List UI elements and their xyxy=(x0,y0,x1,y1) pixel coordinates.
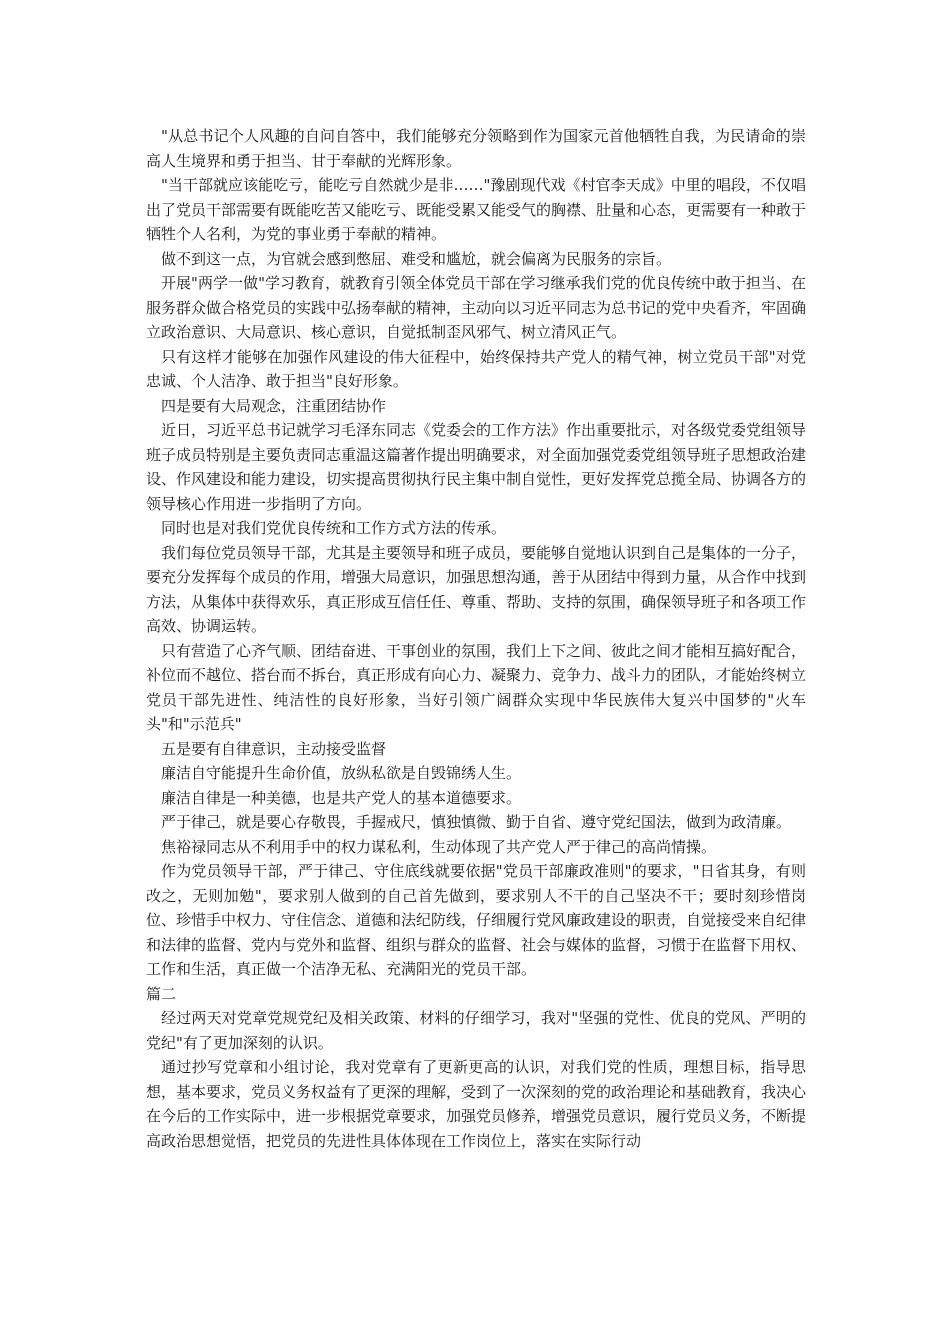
paragraph: 作为党员领导干部，严于律己、守住底线就要依据"党员干部廉政准则"的要求，"日省其身，有则改之，无则加勉"，要求别人做到的自己首先做到，要求别人不干的自己坚决不干；要时刻珍惜岗位、珍惜手中权力、守住信念、道德和法纪防线，仔细履行党风廉政建设的职责，自觉接受来自纪律和法律的监督、党内与党外和监督、组织与群众的监督、社会与媒体的监督，习惯于在监督下用权、工作和生活，真正做一个洁净无私、充满阳光的党员干部。 xyxy=(146,862,807,978)
paragraph: 我们每位党员领导干部，尤其是主要领导和班子成员，要能够自觉地认识到自己是集体的一分子，要充分发挥每个成员的作用，增强大局意识，加强思想沟通，善于从团结中得到力量，从合作中找到方法，从集体中获得欢乐，真正形成互信任任、尊重、帮助、支持的氛围，确保领导班子和各项工作高效、协调运转。 xyxy=(146,543,807,635)
paragraph: 同时也是对我们党优良传统和工作方式方法的传承。 xyxy=(161,519,507,537)
paragraph: 只有这样才能够在加强作风建设的伟大征程中，始终保持共产党人的精气神，树立党员干部"对党忠诚、个人洁净、敢于担当"良好形象。 xyxy=(146,347,806,390)
paragraph: 经过两天对党章党规党纪及相关政策、材料的仔细学习，我对"坚强的党性、优良的党风、严明的党纪"有了更加深刻的认识。 xyxy=(146,1009,806,1052)
paragraph: 严于律己，就是要心存敬畏，手握戒尺，慎独慎微、勤于自省、遵守党纪国法，做到为政清廉。 xyxy=(161,813,792,831)
paragraph: 廉洁自律是一种美德，也是共产党人的基本道德要求。 xyxy=(161,788,522,807)
paragraph: 焦裕禄同志从不利用手中的权力谋私利，生动体现了共产党人严于律己的高尚情操。 xyxy=(161,837,717,856)
subheading-five: 五是要有自律意识，主动接受监督 xyxy=(161,739,387,758)
subheading-four: 四是要有大局观念，注重团结协作 xyxy=(161,396,387,415)
paragraph: 只有营造了心齐气顺、团结奋进、干事创业的氛围，我们上下之间、彼此之间才能相互搞好配合，补位而不越位、搭台而不拆台，真正形成有向心力、凝聚力、竞争力、战斗力的团队，才能始终树立党员干部先进性、纯洁性的良好形象，当好引领广阔群众实现中华民族伟大复兴中国梦的"火车头"和"示范兵" xyxy=(146,641,807,733)
paragraph: 开展"两学一做"学习教育，就教育引领全体党员干部在学习继承我们党的优良传统中敢于担当、在服务群众做合格党员的实践中弘扬奉献的精神，主动向以习近平同志为总书记的党中央看齐，牢固确立政治意识、大局意识、核心意识，自觉抵制歪风邪气、树立清风正气。 xyxy=(146,274,807,341)
paragraph: 近日，习近平总书记就学习毛泽东同志《党委会的工作方法》作出重要批示，对各级党委党组领导班子成员特别是主要负责同志重温这篇著作提出明确要求，对全面加强党委党组领导班子思想政治建设、作风建设和能力建设，切实提高贯彻执行民主集中制自觉性，更好发挥党总揽全局、协调各方的领导核心作用进一步指明了方向。 xyxy=(146,421,807,513)
paragraph: "从总书记个人风趣的自问自答中，我们能够充分领略到作为国家元首他牺牲自我，为民请命的崇高人生境界和勇于担当、甘于奉献的光辉形象。 xyxy=(146,127,806,170)
paragraph: 通过抄写党章和小组讨论，我对党章有了更新更高的认识，对我们党的性质，理想目标，指导思想，基本要求，党员义务权益有了更深的理解，受到了一次深刻的党的政治理论和基础教育，我决心在今后的工作实际中，进一步根据党章要求，加强党员修养，增强党员意识，履行党员义务，不断提高政治思想觉悟，把党员的先进性具体体现在工作岗位上，落实在实际行动 xyxy=(146,1058,807,1150)
paragraph: 做不到这一点，为官就会感到憋屈、难受和尴尬，就会偏离为民服务的宗旨。 xyxy=(161,249,672,268)
paragraph: 廉洁自守能提升生命价值，放纵私欲是自毁锦绣人生。 xyxy=(161,764,522,782)
paragraph: "当干部就应该能吃亏，能吃亏自然就少是非……"豫剧现代戏《村官李天成》中里的唱段，不仅唱出了党员干部需要有既能吃苦又能吃亏、既能受累又能受气的胸襟、肚量和心态，更需要有一种敢于牺牲个人名利，为党的事业勇于奉献的精神。 xyxy=(146,176,807,243)
section-heading: 篇二 xyxy=(146,984,177,1003)
document-body xyxy=(146,124,806,1153)
